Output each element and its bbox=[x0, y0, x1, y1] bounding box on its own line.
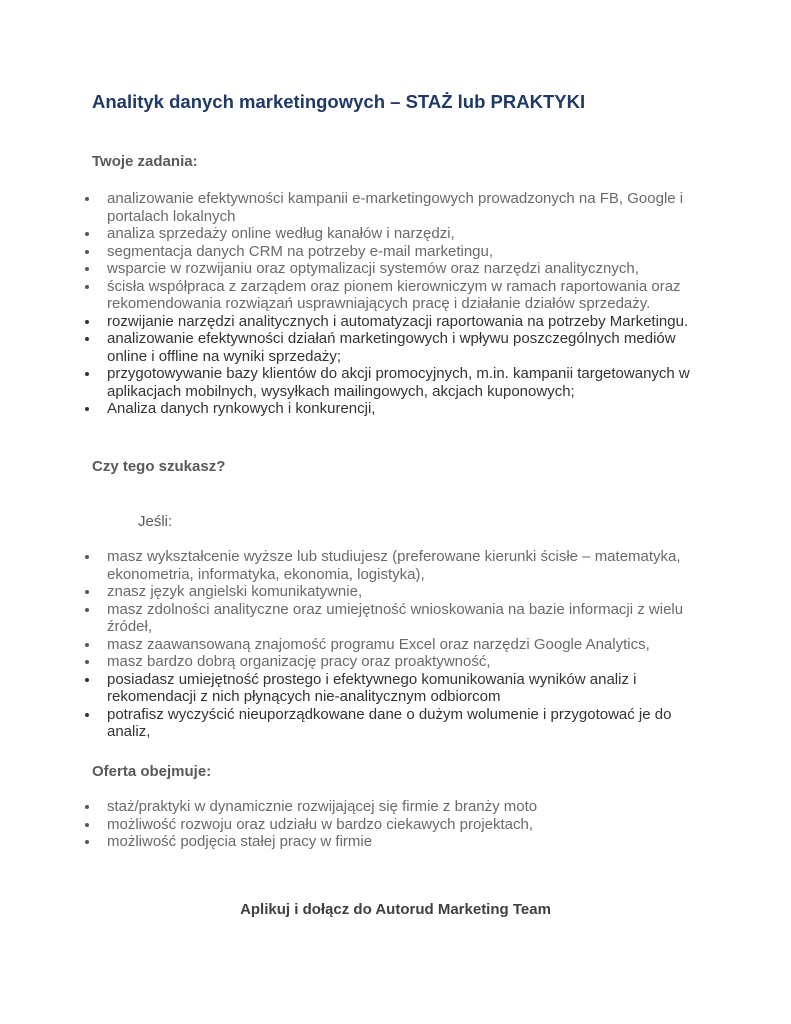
list-item: przygotowywanie bazy klientów do akcji promocyjnych, m.in. kampanii targetowanych w aplikacjach mobilnych, wysyłkach mailingowych, akcjach kuponowych; bbox=[82, 365, 712, 400]
list-item: posiadasz umiejętność prostego i efektywnego komunikowania wyników analiz i rekomendacji z nich płynących nie-analitycznym odbiorcom bbox=[82, 671, 712, 706]
list-item: znasz język angielski komunikatywnie, bbox=[82, 583, 712, 601]
call-to-action bbox=[0, 901, 791, 918]
requirements-intro: Jeśli: bbox=[138, 513, 173, 530]
requirements-list bbox=[82, 548, 712, 741]
list-item: analiza sprzedaży online według kanałów i narzędzi, bbox=[82, 225, 712, 243]
list-item: rozwijanie narzędzi analitycznych i automatyzacji raportowania na potrzeby Marketingu. bbox=[82, 313, 712, 331]
list-item: staż/praktyki w dynamicznie rozwijającej się firmie z branży moto bbox=[82, 798, 712, 816]
call-to-action-text: Aplikuj i dołącz do Autorud Marketing Team bbox=[240, 901, 551, 918]
tasks-heading: Twoje zadania: bbox=[92, 153, 198, 170]
offer-heading: Oferta obejmuje: bbox=[92, 763, 212, 780]
list-item: analizowanie efektywności działań marketingowych i wpływu poszczególnych mediów online i offline na wyniki sprzedaży; bbox=[82, 330, 712, 365]
list-item: potrafisz wyczyścić nieuporządkowane dane o dużym wolumenie i przygotować je do analiz, bbox=[82, 706, 712, 741]
list-item: analizowanie efektywności kampanii e-marketingowych prowadzonych na FB, Google i portalach lokalnych bbox=[82, 190, 712, 225]
requirements-heading: Czy tego szukasz? bbox=[92, 458, 226, 475]
list-item: Analiza danych rynkowych i konkurencji, bbox=[82, 400, 712, 418]
list-item: wsparcie w rozwijaniu oraz optymalizacji systemów oraz narzędzi analitycznych, bbox=[82, 260, 712, 278]
list-item: masz wykształcenie wyższe lub studiujesz (preferowane kierunki ścisłe – matematyka, ekonometria, informatyka, ekonomia, logistyka), bbox=[82, 548, 712, 583]
list-item: możliwość rozwoju oraz udziału w bardzo ciekawych projektach, bbox=[82, 816, 712, 834]
list-item: możliwość podjęcia stałej pracy w firmie bbox=[82, 833, 712, 851]
list-item: masz bardzo dobrą organizację pracy oraz proaktywność, bbox=[82, 653, 712, 671]
list-item: masz zdolności analityczne oraz umiejętność wnioskowania na bazie informacji z wielu źródeł, bbox=[82, 601, 712, 636]
list-item: segmentacja danych CRM na potrzeby e-mail marketingu, bbox=[82, 243, 712, 261]
list-item: masz zaawansowaną znajomość programu Excel oraz narzędzi Google Analytics, bbox=[82, 636, 712, 654]
page-title: Analityk danych marketingowych – STAŻ lub PRAKTYKI bbox=[92, 91, 586, 112]
list-item: ścisła współpraca z zarządem oraz pionem kierowniczym w ramach raportowania oraz rekomendowania rozwiązań usprawniających pracę i działanie działów sprzedaży. bbox=[82, 278, 712, 313]
tasks-list bbox=[82, 190, 712, 418]
offer-list bbox=[82, 798, 712, 851]
